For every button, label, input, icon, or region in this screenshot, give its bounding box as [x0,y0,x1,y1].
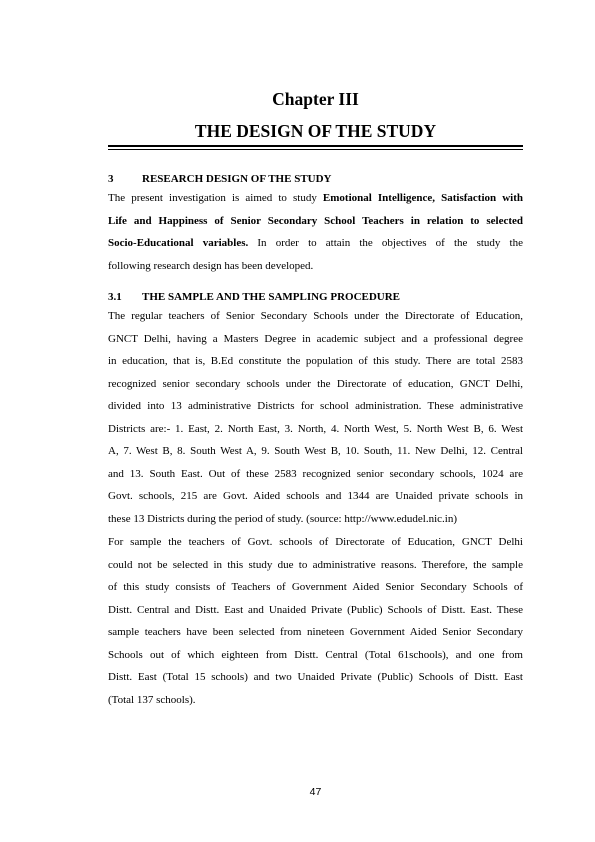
section-3-paragraph [108,187,523,277]
paragraph-line: could not be selected in this study due to administrative reasons. Therefore, the sample [108,558,523,571]
paragraph-line: recognized senior secondary schools under the Directorate of education, GNCT Delhi, [108,377,523,390]
section-3-1-paragraph-1 [108,305,523,530]
paragraph-line: and 13. South East. Out of these 2583 recognized senior secondary schools, 1024 are [108,467,523,480]
paragraph-line: The regular teachers of Senior Secondary Schools under the Directorate of Education, [108,310,523,322]
section-3-title: RESEARCH DESIGN OF THE STUDY [142,173,332,185]
page-number: 47 [309,786,322,798]
section-3-1-heading [108,291,400,303]
paragraph-line: Govt. schools, 215 are Govt. Aided schools and 1344 are Unaided private schools in [108,490,523,502]
paragraph-line: For sample the teachers of Govt. schools of Directorate of Education, GNCT Delhi [108,536,523,548]
paragraph-line: divided into 13 administrative Districts for school administration. These administrative [108,400,523,412]
paragraph-line: Schools out of which eighteen from Distt. Central (Total 61schools), and one from [108,648,523,661]
paragraph-line: following research design has been developed. [108,259,314,272]
paragraph-line: in education, that is, B.Ed constitute the population of this study. There are total 2583 [108,355,523,367]
paragraph-line: A, 7. West B, 8. South West A, 9. South West B, 10. South, 11. New Delhi, 12. Central [108,445,523,457]
section-3-1-title: THE SAMPLE AND THE SAMPLING PROCEDURE [142,291,401,303]
section-3-1-paragraph-2 [108,531,523,711]
paragraph-line: Socio-Educational variables. In order to attain the objectives of the study the [108,237,523,249]
section-3-1-number: 3.1 [108,291,122,303]
paragraph-line: these 13 Districts during the period of study. (source: http://www.edudel.nic.in) [108,512,457,525]
paragraph-line: of this study consists of Teachers of Government Aided Senior Secondary Schools of [108,581,523,593]
section-3-heading [108,173,332,185]
chapter-label: Chapter III [272,89,359,109]
paragraph-line: Distt. East (Total 15 schools) and two Unaided Private (Public) Schools of Distt. East [108,671,523,683]
paragraph-line: (Total 137 schools). [108,693,196,706]
section-3-number: 3 [108,173,114,185]
paragraph-line: Life and Happiness of Senior Secondary School Teachers in relation to selected [108,214,523,227]
paragraph-line: The present investigation is aimed to study Emotional Intelligence, Satisfaction with [108,192,523,204]
paragraph-line: Distt. Central and Distt. East and Unaided Private (Public) Schools of Distt. East. These [108,603,523,616]
paragraph-line: Districts are:- 1. East, 2. North East, 3. North, 4. North West, 5. North West B, 6. West [108,422,523,435]
paragraph-line: GNCT Delhi, having a Masters Degree in academic subject and a professional degree [108,332,523,345]
paragraph-line: sample teachers have been selected from nineteen Government Aided Senior Secondary [108,626,523,638]
chapter-title: THE DESIGN OF THE STUDY [194,121,437,141]
title-rule [108,145,523,150]
